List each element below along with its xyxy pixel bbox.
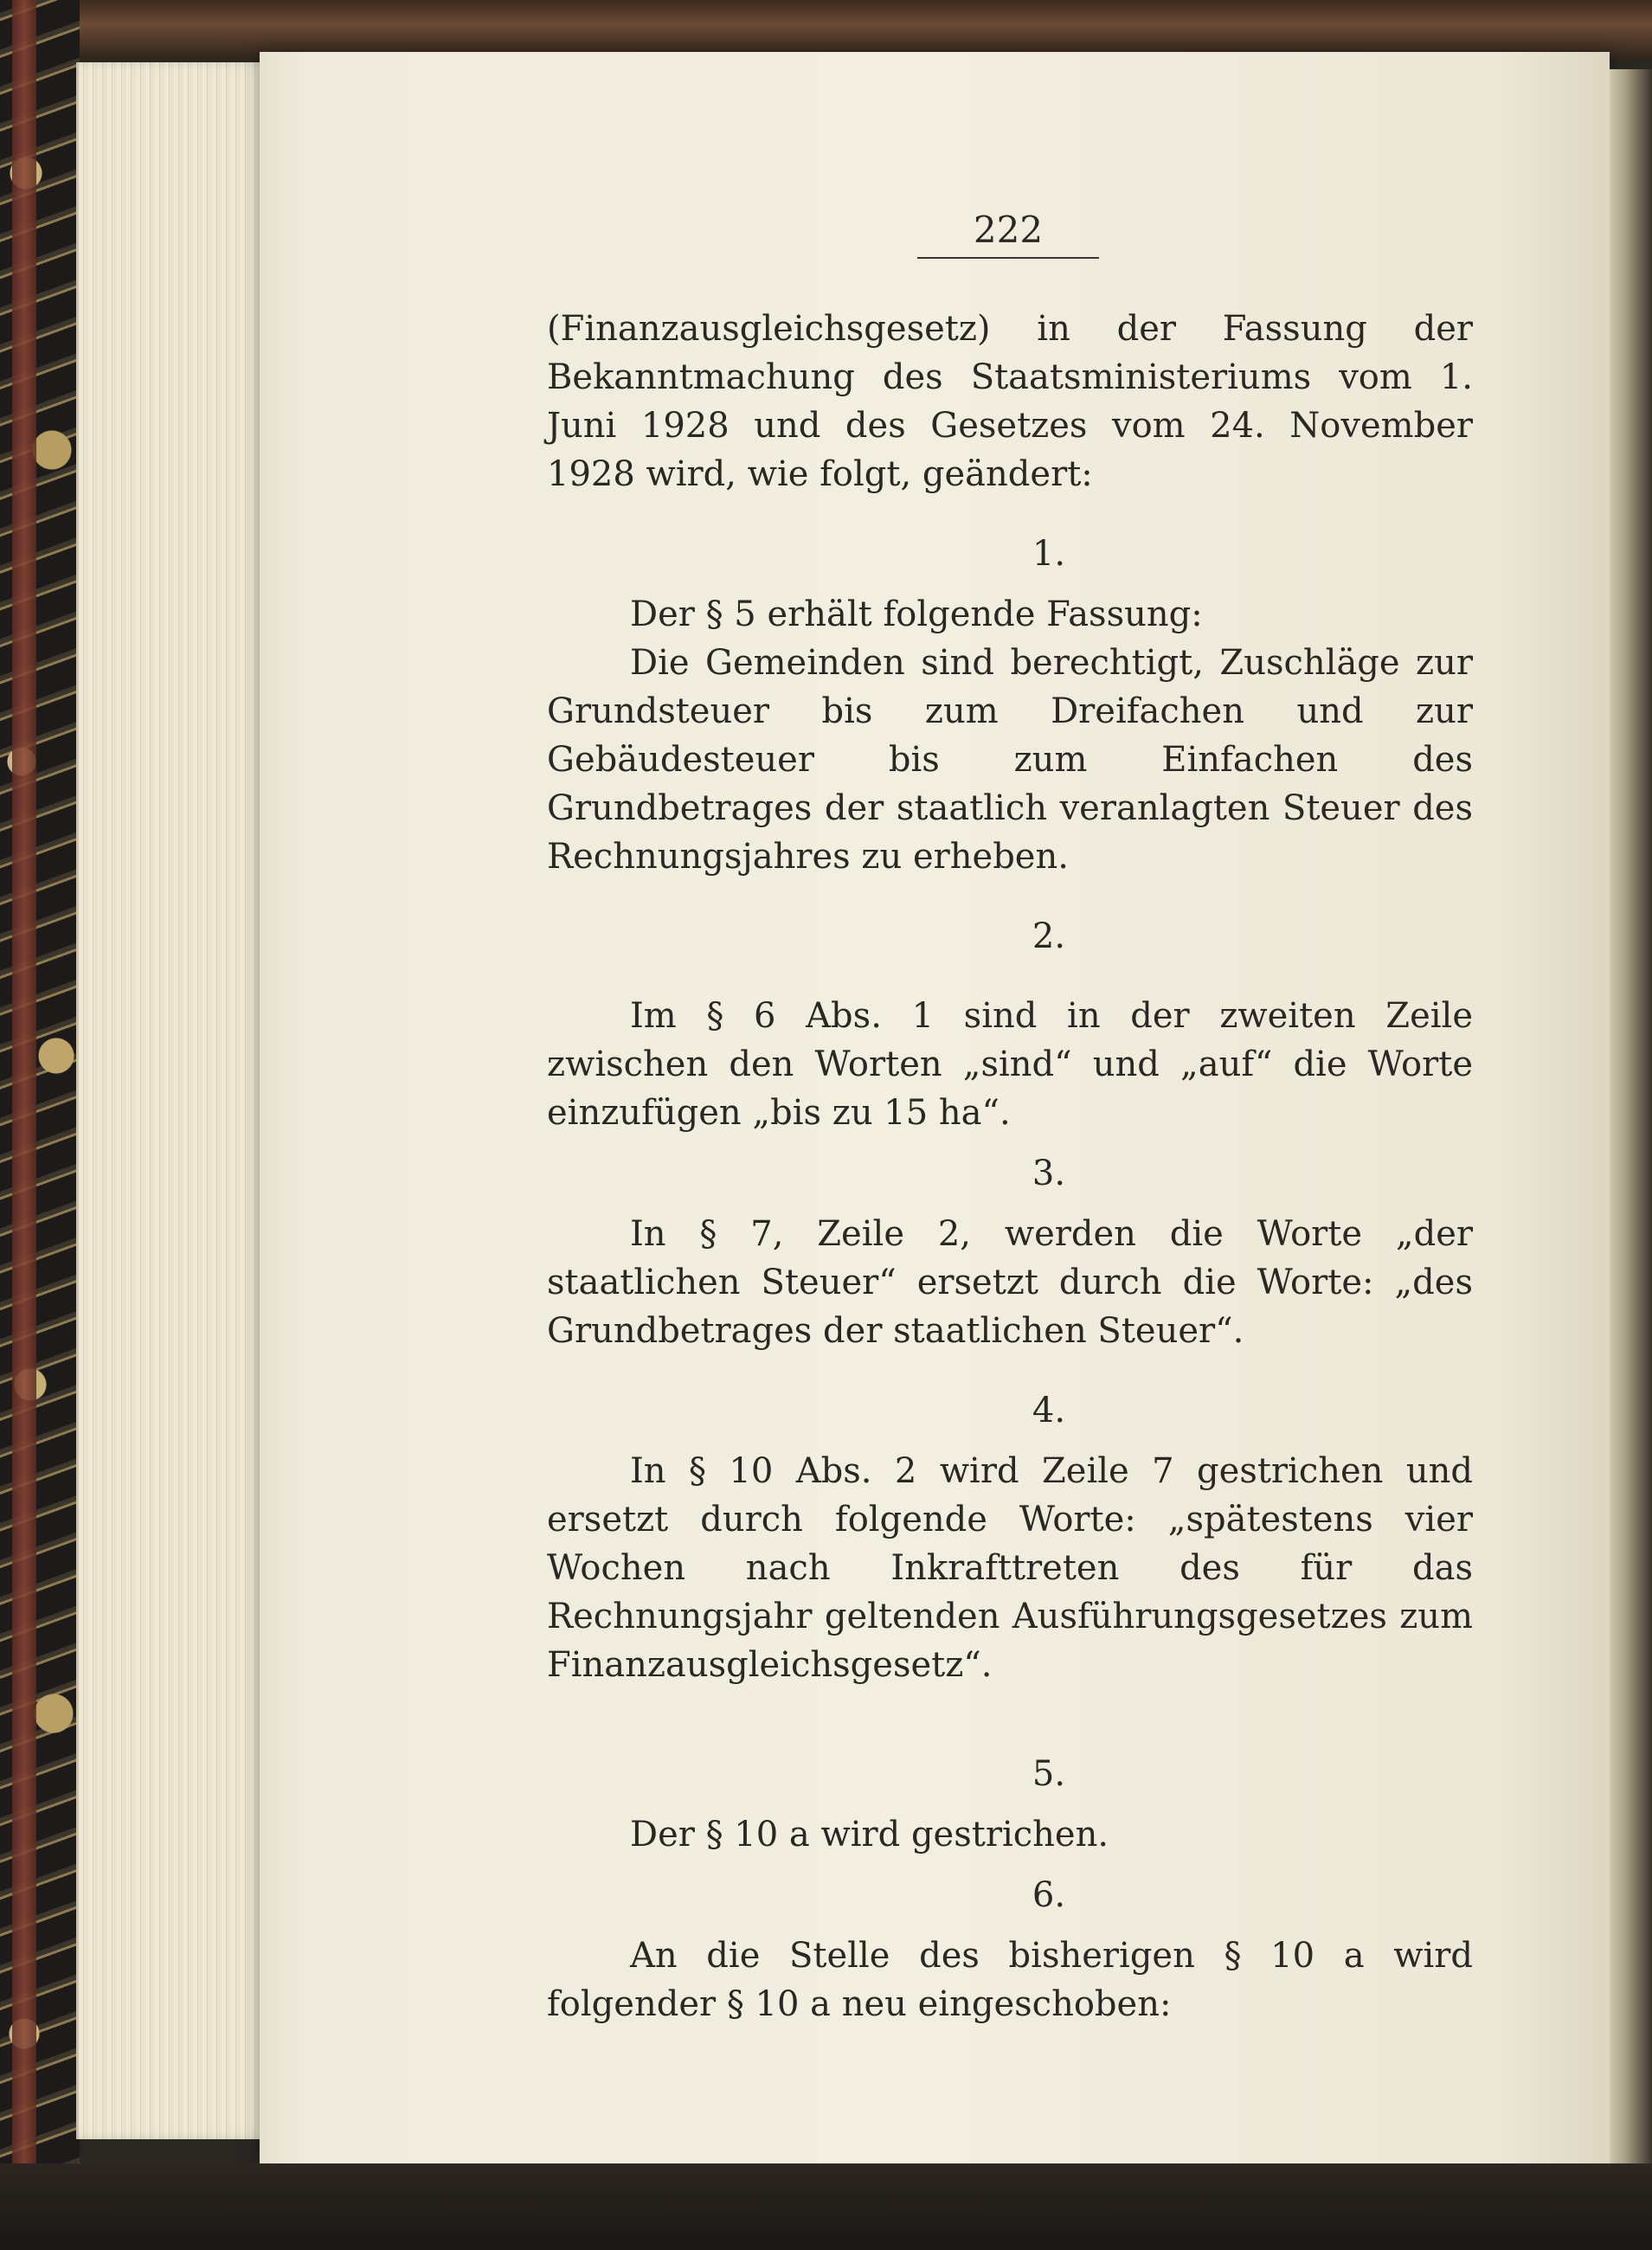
paragraph: An die Stelle des bisherigen § 10 a wird folgender § 10 a neu eingeschoben: [547,1936,1473,2024]
section-number: 6. [1032,1875,1066,1915]
paragraph: In § 10 Abs. 2 wird Zeile 7 gestrichen und ersetzt durch folgende Worte: „spätestens vier Wochen nach Inkrafttreten des für das Rechnungsjahr geltenden Ausführungsgesetzes zum Finanzausgleichsgesetz“. [547,1451,1473,1685]
section-number: 4. [1032,1391,1066,1430]
background-bottom [0,2163,1652,2250]
paragraph: Die Gemeinden sind berechtigt, Zuschläge zur Grundsteuer bis zum Dreifachen und zur Gebäudesteuer bis zum Einfachen des Grundbetrages der staatlich veranlagten Steuer des Rechnungsjahres zu erheben. [547,643,1473,877]
section-number: 2. [1032,916,1066,956]
page-text [547,208,1473,2028]
paragraph: In § 7, Zeile 2, werden die Worte „der staatlichen Steuer“ ersetzt durch die Worte: „des Grundbetrages der staatlichen Steuer“. [547,1214,1473,1351]
section-number: 3. [1032,1154,1066,1193]
paragraph: Der § 10 a wird gestrichen. [630,1815,1109,1855]
page-edges [76,62,271,2139]
page-number: 222 [973,209,1044,251]
section-number: 5. [1032,1754,1066,1794]
facing-page-edge [1610,69,1652,2172]
paragraph: Im § 6 Abs. 1 sind in der zweiten Zeile zwischen den Worten „sind“ und „auf“ die Worte einzufügen „bis zu 15 ha“. [547,996,1473,1133]
cover-spine [12,0,36,2250]
section-number: 1. [1032,534,1066,574]
paragraph: Der § 5 erhält folgende Fassung: [630,595,1203,634]
intro-paragraph: (Finanzausgleichsgesetz) in der Fassung der Bekanntmachung des Staatsministeriums vom 1. Juni 1928 und des Gesetzes vom 24. November 1928 wird, wie folgt, geändert: [547,309,1473,494]
